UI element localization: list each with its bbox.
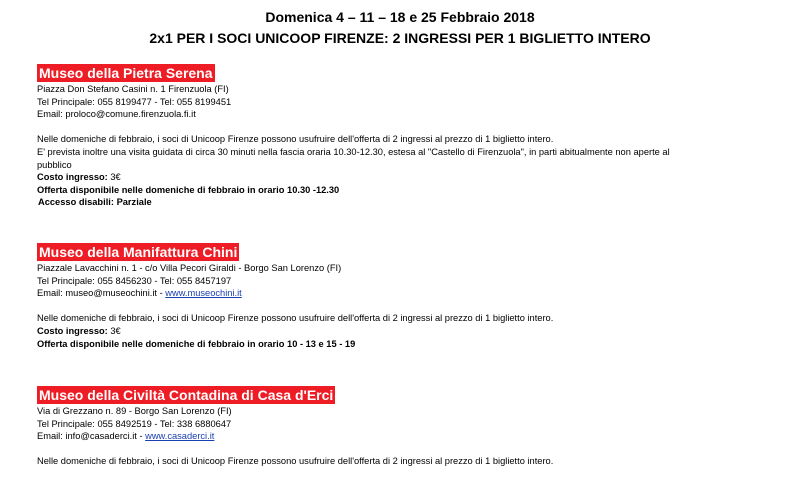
museum-description: Nelle domeniche di febbraio, i soci di Unicoop Firenze possono usufruire dell'offerta di 2 ingressi al prezzo di 1 biglietto intero. <box>37 456 554 467</box>
museum-cost <box>37 171 670 184</box>
cost-value: 3€ <box>110 172 121 183</box>
cost-label: Costo ingresso: <box>37 172 108 183</box>
museum-manifattura-chini <box>37 243 553 350</box>
museum-email <box>37 430 553 443</box>
email-text: Email: info@casaderci.it - <box>37 431 146 442</box>
museum-casa-derci <box>37 386 553 468</box>
museum-description: Nelle domeniche di febbraio, i soci di Unicoop Firenze possono usufruire dell'offerta di 2 ingressi al prezzo di 1 biglietto intero. <box>37 313 554 324</box>
museum-address: Piazza Don Stefano Casini n. 1 Firenzuola (FI) <box>37 84 229 94</box>
museum-description-extra-cont: pubblico <box>37 159 72 170</box>
website-link[interactable]: www.casaderci.it <box>145 431 215 442</box>
cost-label: Costo ingresso: <box>37 325 108 336</box>
access-label: Accesso disabili: <box>38 197 114 208</box>
email-text: Email: museo@museochini.it - <box>37 288 166 299</box>
museum-description: Nelle domeniche di febbraio, i soci di Unicoop Firenze possono usufruire dell'offerta di 2 ingressi al prezzo di 1 biglietto intero. <box>37 134 554 145</box>
cost-value: 3€ <box>110 325 121 336</box>
museum-title: Museo della Manifattura Chini <box>39 244 238 260</box>
museum-email: Email: proloco@comune.firenzuola.fi.it <box>37 109 196 120</box>
museum-address: Via di Grezzano n. 89 - Borgo San Lorenzo (FI) <box>37 406 232 416</box>
museum-offer: Offerta disponibile nelle domeniche di febbraio in orario 10 - 13 e 15 - 19 <box>37 338 356 349</box>
museum-phone: Tel Principale: 055 8199477 - Tel: 055 8199451 <box>37 96 232 107</box>
museum-pietra-serena <box>37 64 670 209</box>
access-value: Parziale <box>116 197 152 208</box>
museum-cost <box>37 325 553 338</box>
museum-description-extra: E' prevista inoltre una visita guidata di circa 30 minuti nella fascia oraria 10.30-12.30, estesa al "Castello di Firenzuola", in parti abitualmente non aperte al <box>37 146 670 157</box>
museum-phone: Tel Principale: 055 8456230 - Tel: 055 8457197 <box>37 275 232 286</box>
museum-title: Museo della Civiltà Contadina di Casa d'Erci <box>39 387 334 403</box>
museum-title: Museo della Pietra Serena <box>39 65 213 81</box>
museum-phone: Tel Principale: 055 8492519 - Tel: 338 6880647 <box>37 418 232 429</box>
museum-address: Piazzale Lavacchini n. 1 - c/o Villa Pecori Giraldi - Borgo San Lorenzo (FI) <box>37 263 342 273</box>
museum-access <box>37 196 670 209</box>
museum-offer: Offerta disponibile nelle domeniche di febbraio in orario 10.30 -12.30 <box>37 184 340 195</box>
website-link[interactable]: www.museochini.it <box>165 288 242 299</box>
museum-email <box>37 287 553 300</box>
header-offer: 2x1 PER I SOCI UNICOOP FIRENZE: 2 INGRESSI PER 1 BIGLIETTO INTERO <box>149 30 651 46</box>
header-date: Domenica 4 – 11 – 18 e 25 Febbraio 2018 <box>265 9 535 25</box>
